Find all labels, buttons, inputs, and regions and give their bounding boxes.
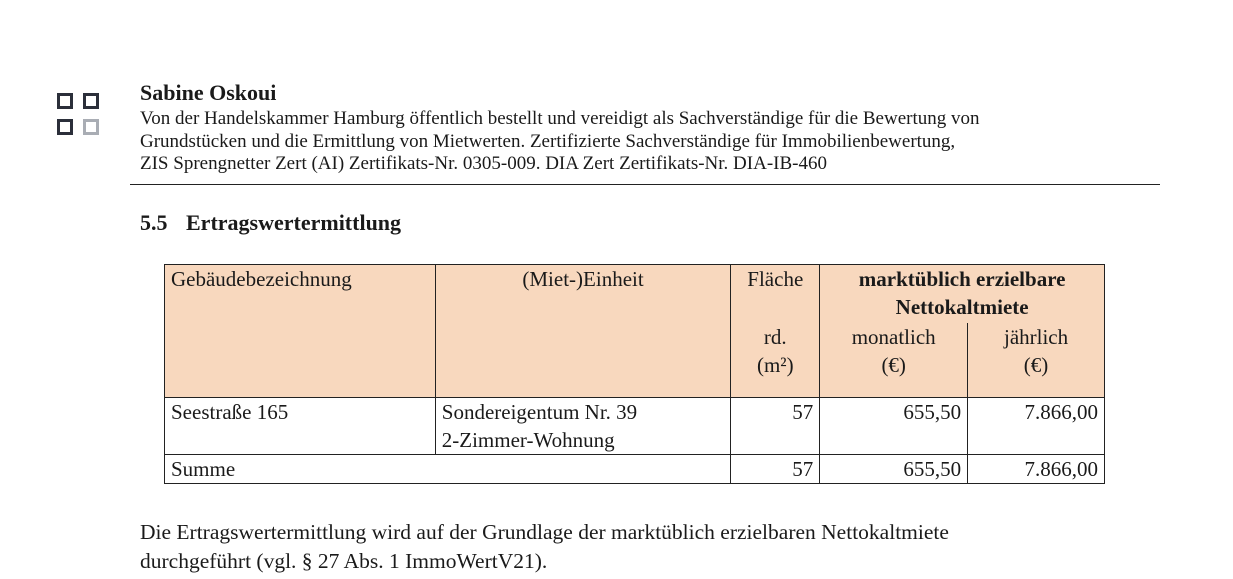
yearly-unit-label: (€) [1023, 353, 1049, 377]
section-title-text: Ertragswertermittlung [186, 210, 402, 235]
cell-sum-label: Summe [165, 455, 731, 484]
header-rent-group [820, 265, 1105, 324]
rent-group-line: marktüblich erzielbare [858, 267, 1066, 291]
table-row [165, 398, 1105, 455]
table-sum-row [165, 455, 1105, 484]
company-logo [57, 93, 107, 143]
logo-square-bottom-left [57, 119, 73, 135]
explanatory-paragraph [140, 518, 1140, 575]
monthly-unit-label: (€) [881, 353, 906, 377]
cell-sum-area: 57 [731, 455, 820, 484]
income-value-table [164, 264, 1105, 484]
cell-yearly: 7.866,00 [968, 398, 1105, 455]
monthly-label: monatlich [851, 325, 936, 349]
paragraph-line: Die Ertragswertermittlung wird auf der Grundlage der marktüblich erzielbaren Nettokaltmiete [140, 520, 949, 544]
credential-line: ZIS Sprengnetter Zert (AI) Zertifikats-Nr. 0305-009. DIA Zert Zertifikats-Nr. DIA-IB-460 [140, 153, 827, 174]
yearly-label: jährlich [1003, 325, 1069, 349]
header-unit: (Miet-)Einheit [435, 265, 731, 398]
logo-square-bottom-right [83, 119, 99, 135]
author-credentials [140, 108, 1160, 176]
credential-line: Grundstücken und die Ermittlung von Mietwerten. Zertifizierte Sachverständige für Immobilienbewertung, [140, 130, 956, 152]
cell-sum-monthly: 655,50 [820, 455, 968, 484]
logo-square-top-left [57, 93, 73, 109]
cell-area: 57 [731, 398, 820, 455]
header-monthly [820, 323, 968, 398]
section-number: 5.5 [140, 210, 168, 235]
area-unit-label: (m²) [756, 353, 794, 377]
letterhead [140, 80, 1160, 176]
area-sub-label: rd. [763, 325, 787, 349]
rent-group-line: Nettokaltmiete [895, 295, 1029, 319]
header-divider [130, 184, 1160, 185]
unit-line: Sondereigentum Nr. 39 [441, 400, 638, 424]
header-yearly [968, 323, 1105, 398]
section-heading [140, 210, 401, 236]
author-name: Sabine Oskoui [140, 80, 277, 105]
header-area: Fläche [731, 265, 820, 324]
credential-line: Von der Handelskammer Hamburg öffentlich bestellt und vereidigt als Sachverständige für die Bewertung von [140, 108, 980, 129]
paragraph-line: durchgeführt (vgl. § 27 Abs. 1 ImmoWertV21). [140, 548, 548, 573]
logo-square-top-right [83, 93, 99, 109]
cell-building: Seestraße 165 [165, 398, 436, 455]
cell-monthly: 655,50 [820, 398, 968, 455]
header-area-unit [731, 323, 820, 398]
header-building: Gebäudebezeichnung [165, 265, 436, 398]
unit-line: 2-Zimmer-Wohnung [441, 428, 615, 452]
cell-sum-yearly: 7.866,00 [968, 455, 1105, 484]
cell-unit [435, 398, 731, 455]
table-header-row [165, 265, 1105, 324]
